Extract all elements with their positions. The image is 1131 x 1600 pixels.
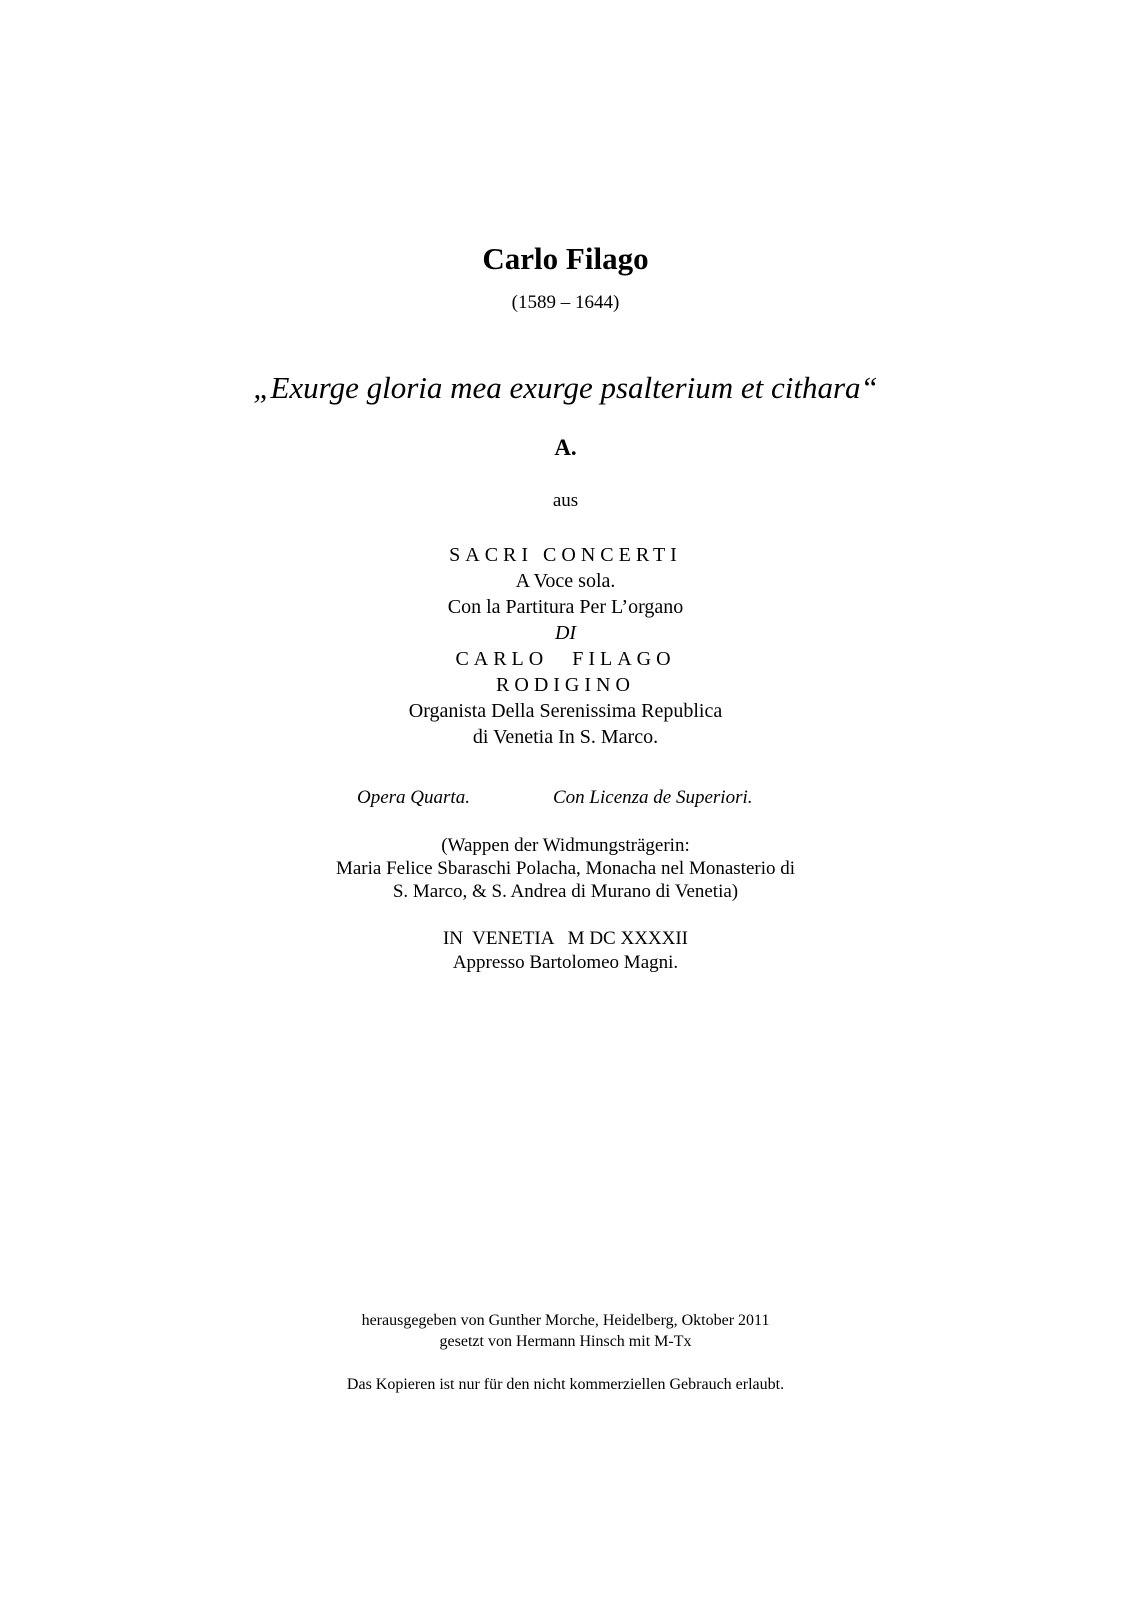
author-line: CARLO FILAGO xyxy=(455,648,676,670)
office-line-1: Organista Della Serenissima Republica xyxy=(408,700,723,722)
composer-name: Carlo Filago xyxy=(482,241,649,276)
copy-notice: Das Kopieren ist nur für den nicht kommerziellen Gebrauch erlaubt. xyxy=(346,1376,785,1393)
editor-credit: herausgegeben von Gunther Morche, Heidelberg, Oktober 2011 xyxy=(361,1312,770,1329)
collection-title: SACRI CONCERTI xyxy=(449,544,682,566)
dedication-line-3: S. Marco, & S. Andrea di Murano di Venetia) xyxy=(392,881,739,902)
edition-credits xyxy=(0,1310,1131,1352)
opus-number: Opera Quarta. xyxy=(357,787,470,808)
imprint-printer: Appresso Bartolomeo Magni. xyxy=(452,952,679,973)
typesetter-credit: gesetzt von Hermann Hinsch mit M-Tx xyxy=(439,1333,692,1350)
license-note: Con Licenza de Superiori. xyxy=(553,787,753,808)
opus-license-row xyxy=(0,787,1131,811)
composer-life-dates: (1589 – 1644) xyxy=(511,292,620,313)
imprint-block xyxy=(0,927,1131,975)
office-line-2: di Venetia In S. Marco. xyxy=(472,726,659,748)
origin-line: RODIGINO xyxy=(496,674,635,696)
dedication-block xyxy=(0,834,1131,903)
work-title: „Exurge gloria mea exurge psalterium et cithara“ xyxy=(253,370,878,405)
original-title-block xyxy=(0,542,1131,750)
source-intro: aus xyxy=(552,490,579,511)
dedication-line-2: Maria Felice Sbaraschi Polacha, Monacha nel Monasterio di xyxy=(335,858,796,879)
partitura-line: Con la Partitura Per L’organo xyxy=(447,596,684,618)
collection-subtitle: A Voce sola. xyxy=(515,570,616,592)
imprint-place-date: IN VENETIA M DC XXXXII xyxy=(442,928,689,949)
dedication-line-1: (Wappen der Widmungsträgerin: xyxy=(441,835,690,856)
voice-label: A. xyxy=(554,435,577,460)
di-line: DI xyxy=(554,622,577,644)
